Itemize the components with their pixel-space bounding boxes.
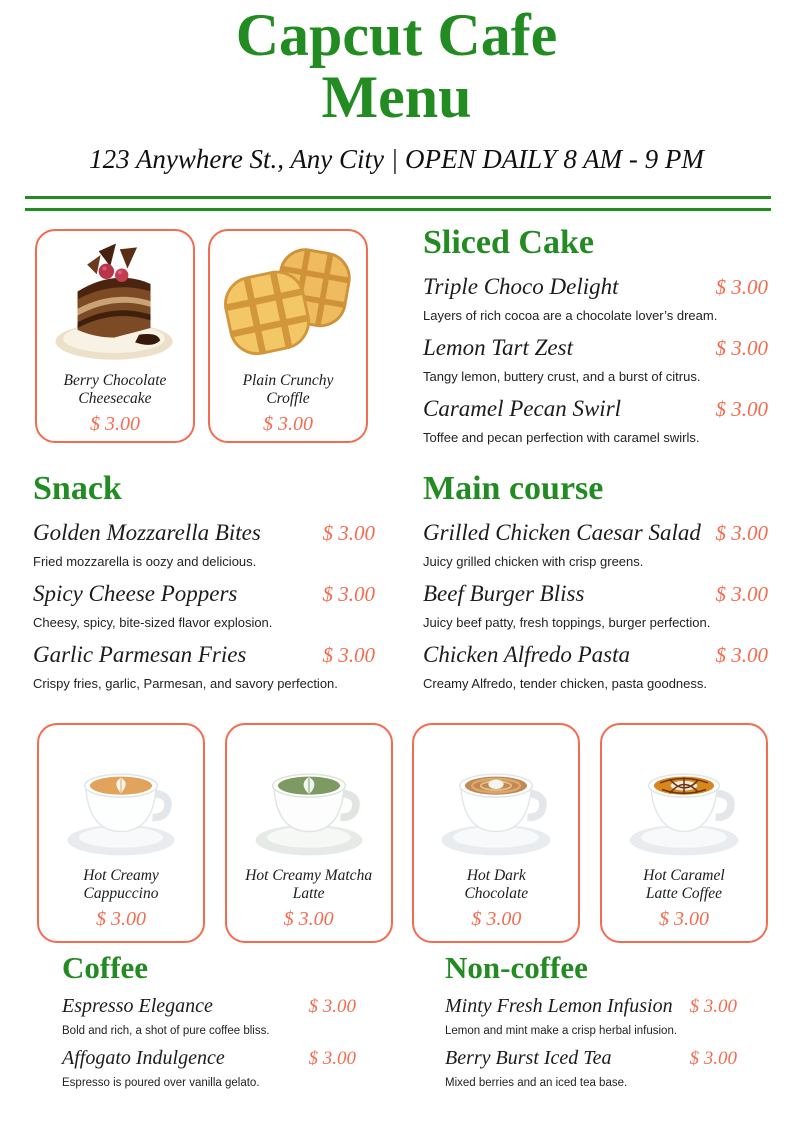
featured-food-cards [35,229,369,443]
section-title: Snack [33,470,122,507]
drink-card-name [464,867,528,903]
menu-item-name: Chicken Alfredo Pasta [423,642,630,667]
menu-item-description: Toffee and pecan perfection with caramel swirls. [423,430,700,445]
menu-item [423,641,768,691]
drink-card-hot-dark-chocolate [412,723,580,943]
menu-item-name: Beef Burger Bliss [423,581,585,606]
drink-card-price: $ 3.00 [658,908,709,930]
menu-item [445,1046,737,1090]
menu-item-name: Minty Fresh Lemon Infusion [445,995,673,1017]
drink-card-hot-creamy-matcha-latte [225,723,393,943]
featured-drink-cards [37,723,768,943]
divider-line-bottom [25,208,771,211]
menu-item [445,994,737,1038]
menu-item-price: $ 3.00 [715,643,768,667]
menu-item-price: $ 3.00 [308,1048,356,1069]
menu-item-price: $ 3.00 [322,643,375,667]
drink-card-name-line2: Latte [292,885,325,902]
divider-line-top [25,196,771,199]
menu-item [33,519,375,569]
menu-item-name: Affogato Indulgence [62,1047,225,1069]
menu-item-price: $ 3.00 [715,336,768,360]
featured-card-price: $ 3.00 [90,413,140,435]
page-title-line2: Menu [321,64,472,130]
drink-card-name-line1: Hot Creamy [83,867,159,884]
menu-item-price: $ 3.00 [715,521,768,545]
menu-item-description: Fried mozzarella is oozy and delicious. [33,554,257,569]
drink-card-price: $ 3.00 [96,908,146,930]
menu-item [423,395,768,445]
berry-chocolate-cheesecake-photo [43,239,187,369]
menu-item-description: Juicy grilled chicken with crisp greens. [423,554,644,569]
menu-item-name: Golden Mozzarella Bites [33,520,261,545]
featured-card-plain-crunchy-croffle [208,229,368,443]
plain-crunchy-croffle-photo [216,239,360,369]
menu-item [423,580,768,630]
menu-item-name: Berry Burst Iced Tea [445,1047,612,1069]
menu-item-price: $ 3.00 [322,521,375,545]
drink-card-hot-caramel-latte-coffee [600,723,768,943]
menu-item-description: Lemon and mint make a crisp herbal infusion. [445,1025,678,1037]
hot-creamy-matcha-latte-photo [233,735,385,864]
featured-card-name-line2: Cheesecake [78,390,152,407]
menu-item-description: Creamy Alfredo, tender chicken, pasta goodness. [423,676,707,691]
section-main-course [423,470,768,691]
menu-item [423,273,768,323]
menu-item-price: $ 3.00 [715,275,768,299]
drink-card-name-line2: Latte Coffee [645,885,723,902]
drink-card-price: $ 3.00 [283,908,334,930]
menu-item-name: Lemon Tart Zest [423,335,573,360]
menu-item-name: Triple Choco Delight [423,274,619,299]
menu-item [62,1046,356,1090]
drink-card-name-line2: Chocolate [464,885,529,902]
drink-card-name [245,867,372,903]
menu-item-price: $ 3.00 [689,996,737,1017]
address-hours-subtitle: 123 Anywhere St., Any City | OPEN DAILY 8 AM - 9 PM [89,144,704,174]
header-divider [25,196,771,211]
section-sliced-cake [423,224,768,445]
section-snack [33,470,375,691]
drink-card-price: $ 3.00 [471,908,522,930]
menu-item-description: Espresso is poured over vanilla gelato. [62,1077,260,1089]
hot-creamy-cappuccino-photo [45,735,197,864]
menu-item-description: Tangy lemon, buttery crust, and a burst of citrus. [423,369,701,384]
menu-item-description: Mixed berries and an iced tea base. [445,1077,628,1089]
menu-item-description: Juicy beef patty, fresh toppings, burger perfection. [423,615,711,630]
menu-item-description: Crispy fries, garlic, Parmesan, and savory perfection. [33,676,338,691]
menu-item [423,519,768,569]
menu-item-description: Bold and rich, a shot of pure coffee bliss. [62,1025,270,1037]
menu-item-name: Garlic Parmesan Fries [33,642,247,667]
menu-item-price: $ 3.00 [715,397,768,421]
featured-card-name-line1: Plain Crunchy [242,372,334,389]
menu-item-name: Grilled Chicken Caesar Salad [423,520,701,545]
menu-item [62,994,356,1038]
drink-card-name [643,867,724,903]
menu-item-price: $ 3.00 [322,582,375,606]
drink-card-hot-creamy-cappuccino [37,723,205,943]
section-title: Coffee [62,950,149,985]
featured-card-name-line2: Croffle [266,390,310,407]
hot-caramel-latte-coffee-photo [608,735,760,864]
section-title: Sliced Cake [423,224,594,261]
drink-card-name [83,867,159,903]
drink-card-name-line2: Cappuccino [83,885,159,902]
featured-card-price: $ 3.00 [263,413,313,435]
menu-item [33,580,375,630]
menu-item-price: $ 3.00 [689,1048,737,1069]
menu-item-price: $ 3.00 [715,582,768,606]
featured-card-name [64,372,167,408]
featured-card-berry-chocolate-cheesecake [35,229,195,443]
featured-card-name [243,372,334,408]
drink-card-name-line1: Hot Creamy Matcha [245,867,373,884]
menu-item-description: Layers of rich cocoa are a chocolate lover’s dream. [423,308,718,323]
hot-dark-chocolate-photo [420,735,572,864]
page-title-line1: Capcut Cafe [235,2,558,68]
section-coffee [62,950,356,1090]
section-title: Main course [423,470,604,507]
menu-item-name: Spicy Cheese Poppers [33,581,238,606]
header [0,4,793,175]
menu-item [423,334,768,384]
menu-item-name: Caramel Pecan Swirl [423,396,622,421]
menu-item-description: Cheesy, spicy, bite-sized flavor explosion. [33,615,273,630]
section-title: Non-coffee [445,950,588,985]
menu-item-price: $ 3.00 [308,996,356,1017]
section-non-coffee [445,950,737,1090]
menu-item [33,641,375,691]
drink-card-name-line1: Hot Caramel [643,867,725,884]
menu-item-name: Espresso Elegance [62,995,213,1017]
featured-card-name-line1: Berry Chocolate [63,372,167,389]
drink-card-name-line1: Hot Dark [466,867,526,884]
